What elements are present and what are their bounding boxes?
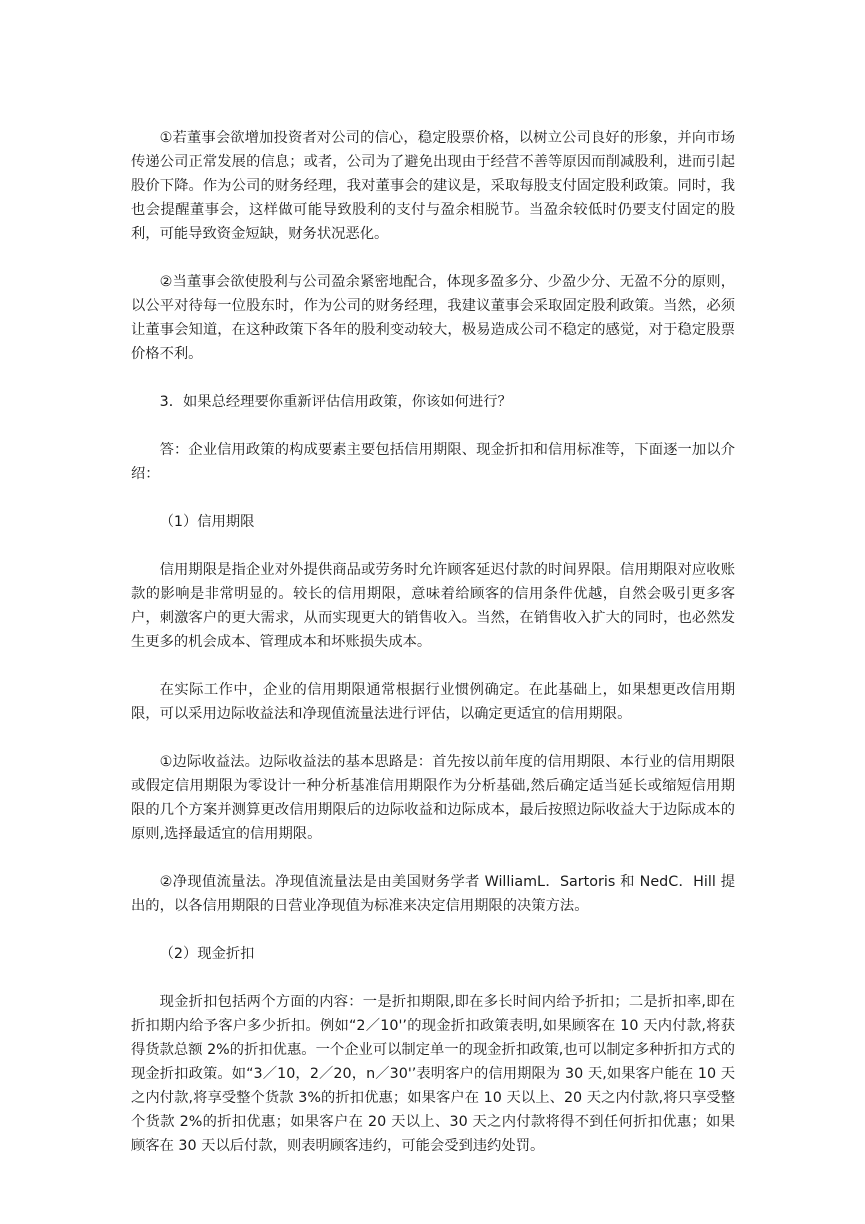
paragraph-dividend-earnings-match: ②当董事会欲使股利与公司盈余紧密地配合，体现多盈多分、少盈少分、无盈不分的原则，以公平对待每一位股东时，作为公司的财务经理，我建议董事会采取固定股利政策。当然，必须让董事会知道，在这种政策下各年的股利变动较大，极易造成公司不稳定的感觉，对于稳定股票价格不利。 [131, 274, 735, 362]
section-heading-cash-discount: （2）现金折扣 [159, 946, 255, 962]
paragraph-npv-flow-method: ②净现值流量法。净现值流量法是由美国财务学者 WilliamL．Sartoris 和 NedC．Hill 提出的，以各信用期限的日营业净现值为标准来决定信用期限的决策方法。 [131, 874, 735, 914]
answer-intro-paragraph: 答：企业信用政策的构成要素主要包括信用期限、现金折扣和信用标准等，下面逐一加以介绍： [131, 442, 735, 482]
paragraph-marginal-revenue-method: ①边际收益法。边际收益法的基本思路是：首先按以前年度的信用期限、本行业的信用期限或假定信用期限为零设计一种分析基准信用期限作为分析基础,然后确定适当延长或缩短信用期限的几个方案并测算更改信用期限后的边际收益和边际成本，最后按照边际收益大于边际成本的原则,选择最适宜的信用期限。 [131, 754, 735, 842]
section-heading-credit-period: （1）信用期限 [159, 514, 255, 530]
paragraph-fixed-dividend-policy: ①若董事会欲增加投资者对公司的信心，稳定股票价格，以树立公司良好的形象，并向市场传递公司正常发展的信息；或者，公司为了避免出现由于经营不善等原因而削减股利，进而引起股价下降。作为公司的财务经理，我对董事会的建议是，采取每股支付固定股利政策。同时，我也会提醒董事会，这样做可能导致股利的支付与盈余相脱节。当盈余较低时仍要支付固定的股利，可能导致资金短缺，财务状况恶化。 [131, 130, 735, 242]
paragraph-cash-discount: 现金折扣包括两个方面的内容：一是折扣期限,即在多长时间内给予折扣；二是折扣率,即在折扣期内给予客户多少折扣。例如“2／10'’的现金折扣政策表明,如果顾客在 10 天内付款,将获得货款总额 2%的折扣优惠。一个企业可以制定单一的现金折扣政策,也可以制定多种折扣方式的现金折扣政策。如“3／10，2／20，n／30'’表明客户的信用期限为 30 天,如果客户能在 10 天之内付款,将享受整个货款 3%的折扣优惠；如果客户在 10 天以上、20 天之内付款,将只享受整个货款 2%的折扣优惠；如果客户在 20 天以上、30 天之内付款将得不到任何折扣优惠；如果顾客在 30 天以后付款，则表明顾客违约，可能会受到违约处罚。 [131, 994, 735, 1154]
paragraph-credit-period-practice: 在实际工作中，企业的信用期限通常根据行业惯例确定。在此基础上，如果想更改信用期限，可以采用边际收益法和净现值流量法进行评估，以确定更适宜的信用期限。 [131, 682, 735, 722]
question-3-heading: 3．如果总经理要你重新评估信用政策，你该如何进行？ [159, 394, 512, 410]
document-body [131, 126, 735, 1158]
paragraph-credit-period-definition: 信用期限是指企业对外提供商品或劳务时允许顾客延迟付款的时间界限。信用期限对应收账款的影响是非常明显的。较长的信用期限，意味着给顾客的信用条件优越，自然会吸引更多客户，刺激客户的更大需求，从而实现更大的销售收入。当然，在销售收入扩大的同时，也必然发生更多的机会成本、管理成本和坏账损失成本。 [131, 562, 735, 650]
